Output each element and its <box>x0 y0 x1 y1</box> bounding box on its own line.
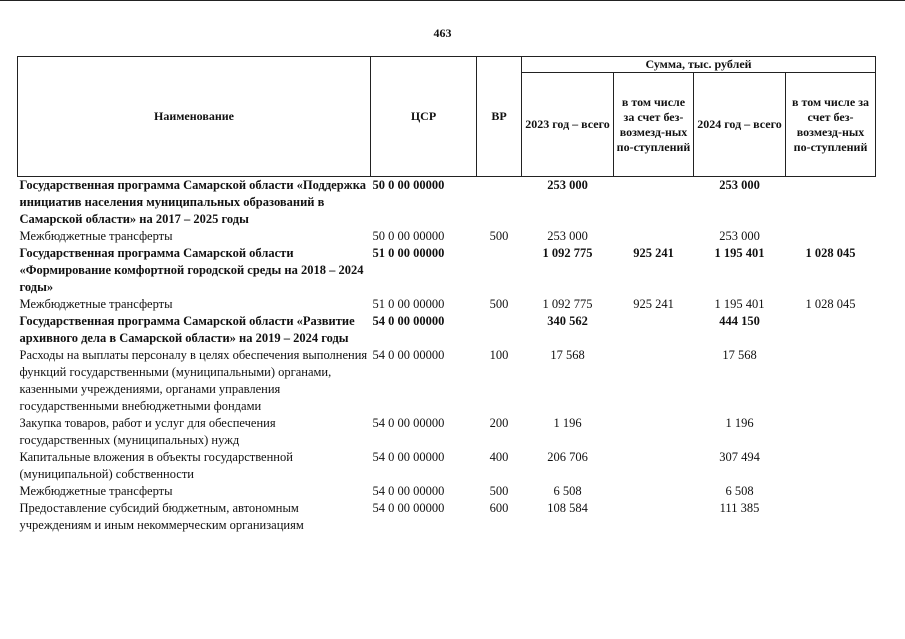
row-2023-free <box>614 177 694 229</box>
row-vr: 500 <box>489 229 509 243</box>
row-name: Капитальные вложения в объекты государственной (муниципальной) собственности <box>19 450 293 481</box>
row-2024-free <box>786 228 876 245</box>
table-row <box>18 228 876 245</box>
row-2023-total: 206 706 <box>547 450 588 464</box>
row-2023-free <box>614 347 694 415</box>
row-2023-total: 108 584 <box>547 501 588 515</box>
row-name: Государственная программа Самарской области «Поддержка инициатив населения муниципальных образований в Самарской области» на 2017 – 2025 годы <box>19 178 366 226</box>
row-2023-free <box>614 500 694 534</box>
row-vr <box>477 177 522 229</box>
page-top-border <box>0 0 905 1</box>
row-name: Предоставление субсидий бюджетным, автономным учреждениям и иным некоммерческим организациям <box>19 501 304 532</box>
table-row-program <box>18 177 876 229</box>
row-2024-free <box>786 483 876 500</box>
row-2024-total: 111 385 <box>719 501 760 515</box>
row-2024-free <box>786 177 876 229</box>
row-2023-total: 17 568 <box>550 348 585 362</box>
table-row <box>18 347 876 415</box>
row-csr: 54 0 00 00000 <box>372 348 445 362</box>
row-2023-free <box>614 313 694 347</box>
row-2023-total: 1 092 775 <box>542 297 593 311</box>
row-csr: 54 0 00 00000 <box>372 450 445 464</box>
row-vr: 600 <box>489 501 509 515</box>
table-row <box>18 500 876 534</box>
page-number: 463 <box>433 26 452 40</box>
row-2024-total: 17 568 <box>722 348 757 362</box>
row-2023-total: 1 092 775 <box>542 246 593 260</box>
header-2023-total: 2023 год – всего <box>522 73 614 177</box>
row-vr: 400 <box>489 450 509 464</box>
row-vr <box>477 245 522 296</box>
row-vr: 500 <box>489 484 509 498</box>
row-csr: 54 0 00 00000 <box>372 314 445 328</box>
row-name: Закупка товаров, работ и услуг для обеспечения государственных (муниципальных) нужд <box>19 416 276 447</box>
row-csr: 54 0 00 00000 <box>372 501 445 515</box>
row-name: Межбюджетные трансферты <box>19 297 173 311</box>
row-2024-total: 253 000 <box>719 178 760 192</box>
header-name: Наименование <box>18 57 371 177</box>
row-vr: 100 <box>489 348 509 362</box>
header-2024-free: в том числе за счет без-возмезд-ных по-ступлений <box>786 73 876 177</box>
row-vr: 200 <box>489 416 509 430</box>
row-2023-free <box>614 483 694 500</box>
table-row <box>18 449 876 483</box>
row-2024-free <box>786 347 876 415</box>
table-row <box>18 415 876 449</box>
table-row <box>18 296 876 313</box>
row-2024-total: 307 494 <box>719 450 760 464</box>
header-2023-free: в том числе за счет без-возмезд-ных по-ступлений <box>614 73 694 177</box>
row-csr: 51 0 00 00000 <box>372 246 445 260</box>
row-2023-free: 925 241 <box>633 246 674 260</box>
row-2024-total: 1 196 <box>725 416 754 430</box>
row-csr: 50 0 00 00000 <box>372 178 445 192</box>
row-csr: 54 0 00 00000 <box>372 416 445 430</box>
header-sum-group: Сумма, тыс. рублей <box>522 57 876 73</box>
row-vr <box>477 313 522 347</box>
table-row-program <box>18 313 876 347</box>
table-row-program <box>18 245 876 296</box>
row-2024-total: 1 195 401 <box>714 246 765 260</box>
row-2023-free <box>614 449 694 483</box>
row-name: Расходы на выплаты персоналу в целях обеспечения выполнения функций государственными (муниципальными) органами, казенными учреждениями, органами управления государственными внебюджетными фондами <box>19 348 368 413</box>
row-2024-free: 1 028 045 <box>805 246 856 260</box>
row-2023-free: 925 241 <box>633 297 674 311</box>
row-2023-total: 253 000 <box>547 178 588 192</box>
row-2024-total: 1 195 401 <box>714 297 765 311</box>
row-name: Межбюджетные трансферты <box>19 484 173 498</box>
header-vr: ВР <box>477 57 522 177</box>
row-2023-free <box>614 415 694 449</box>
row-vr: 500 <box>489 297 509 311</box>
row-2023-total: 340 562 <box>547 314 588 328</box>
row-2024-free <box>786 500 876 534</box>
row-name: Государственная программа Самарской области «Формирование комфортной городской среды на 2018 – 2024 годы» <box>19 246 364 294</box>
row-name: Межбюджетные трансферты <box>19 229 173 243</box>
budget-table <box>17 56 876 534</box>
row-2023-total: 253 000 <box>547 229 588 243</box>
header-2024-total: 2024 год – всего <box>694 73 786 177</box>
row-csr: 51 0 00 00000 <box>372 297 445 311</box>
row-csr: 50 0 00 00000 <box>372 229 445 243</box>
row-2023-total: 6 508 <box>553 484 582 498</box>
row-2024-total: 6 508 <box>725 484 754 498</box>
row-2024-free <box>786 415 876 449</box>
row-2023-free <box>614 228 694 245</box>
row-2023-total: 1 196 <box>553 416 582 430</box>
header-csr: ЦСР <box>371 57 477 177</box>
row-2024-total: 444 150 <box>719 314 760 328</box>
row-2024-free <box>786 449 876 483</box>
table-row <box>18 483 876 500</box>
row-name: Государственная программа Самарской области «Развитие архивного дела в Самарской области» на 2019 – 2024 годы <box>19 314 355 345</box>
row-2024-total: 253 000 <box>719 229 760 243</box>
row-csr: 54 0 00 00000 <box>372 484 445 498</box>
row-2024-free <box>786 313 876 347</box>
row-2024-free: 1 028 045 <box>805 297 856 311</box>
